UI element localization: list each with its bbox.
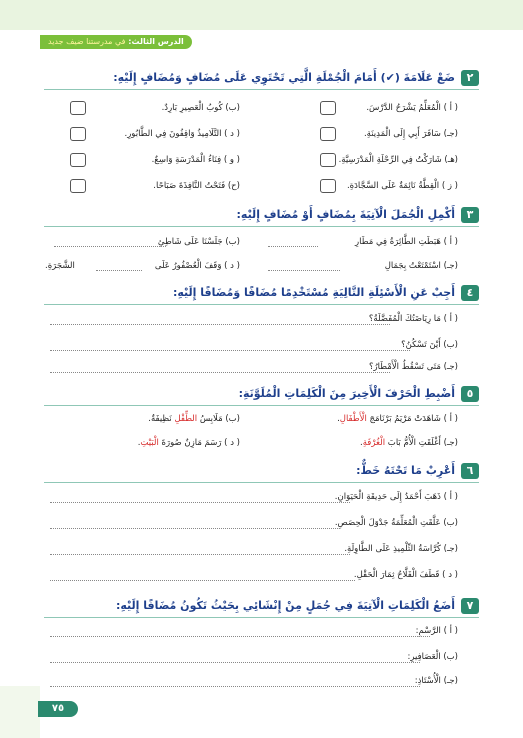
section-5-header <box>44 386 479 404</box>
answer-line[interactable] <box>50 350 410 351</box>
s5-item-b: (ب) مَلَابِسُ الطِّفْلِ نَظِيفَةٌ. <box>148 414 240 424</box>
answer-blank[interactable] <box>54 246 166 247</box>
lesson-banner <box>40 35 192 49</box>
checkbox-h[interactable] <box>70 179 86 193</box>
checkbox-e[interactable] <box>320 153 336 167</box>
s2-item-c: (جـ) سَافَرَ أَبِي إِلَى الْمَدِينَةِ. <box>363 129 458 139</box>
s7-item-c: (جـ) الْأُسْتَاذِ: <box>414 676 458 686</box>
section-6-header <box>44 463 479 481</box>
section-divider <box>44 617 479 618</box>
section-title: أَكْمِلِ الْجُمَلَ الْآتِيَةَ بِمُضَافٍ أَوْ مُضَافٍ إِلَيْهِ: <box>236 208 455 221</box>
checkbox-d[interactable] <box>70 127 86 141</box>
s6-item-b: (ب) عَلَّقَتِ الْمُعَلِّمَةُ جَدْوَلَ الْحِصَصِ. <box>334 518 458 528</box>
header-band <box>0 0 523 30</box>
answer-line[interactable] <box>50 372 390 373</box>
section-number: ٢ <box>461 70 479 86</box>
s3-item-c: (جـ) اسْتَمْتَعْتُ بِجَمَالِ <box>384 261 458 271</box>
s3-item-d-end: الشَّجَرَةِ. <box>45 261 75 271</box>
footer-strip <box>0 686 40 738</box>
s2-item-d: ( د ) التَّلَامِيذُ وَاقِفُونَ فِي الطَّابُورِ. <box>124 129 240 139</box>
section-number: ٧ <box>461 598 479 614</box>
s7-item-b: (ب) الْعَصَافِيرِ: <box>407 652 458 662</box>
s3-item-a: ( أ ) هَبَطَتِ الطَّائِرَةُ فِي مَطَارِ <box>355 237 458 247</box>
answer-line[interactable] <box>50 636 430 637</box>
section-divider <box>44 89 479 90</box>
checkbox-f[interactable] <box>70 153 86 167</box>
answer-blank[interactable] <box>268 246 318 247</box>
s4-item-c: (جـ) مَتَى تَسْقُطُ الْأَمْطَارُ؟ <box>369 362 458 372</box>
colored-word: الْأَطْفَالِ <box>339 414 367 424</box>
s3-item-d: ( د ) وَقَفَ الْعُصْفُورُ عَلَى <box>154 261 240 271</box>
checkbox-b[interactable] <box>70 101 86 115</box>
section-number: ٣ <box>461 207 479 223</box>
s2-item-g: ( ز ) الْقِطَّةُ نَائِمَةٌ عَلَى السَّجَّادَةِ. <box>346 181 458 191</box>
section-number: ٦ <box>461 463 479 479</box>
answer-line[interactable] <box>50 686 420 687</box>
answer-line[interactable] <box>50 324 390 325</box>
s2-item-h: (ح) فَتَحْتُ النَّافِذَةَ صَبَاحًا. <box>153 181 240 191</box>
section-title: أَجِبْ عَنِ الْأَسْئِلَةِ التَّالِيَةِ مُسْتَخْدِمًا مُضَافًا وَمُضَافًا إِلَيْهِ: <box>172 286 455 299</box>
section-divider <box>44 226 479 227</box>
section-title: أَضْبِطِ الْحَرْفَ الْأَخِيرَ مِنَ الْكَلِمَاتِ الْمُلَوَّنَةِ: <box>238 387 455 400</box>
checkbox-a[interactable] <box>320 101 336 115</box>
section-title: ضَعْ عَلَامَةَ (✔) أَمَامَ الْجُمْلَةِ الَّتِي تَحْتَوِي عَلَى مُضَافٍ وَمُضَافٍ إِلَيْهِ: <box>113 71 455 84</box>
s5-item-c: (جـ) أَغْلَقَتِ الْأُمُّ بَابَ الْغُرْفَةِ. <box>360 438 458 448</box>
section-2-header <box>44 70 479 88</box>
section-divider <box>44 405 479 406</box>
answer-line[interactable] <box>50 554 350 555</box>
lesson-title: في مدرستنا ضيف جديد <box>48 37 126 46</box>
section-title: أَضَعُ الْكَلِمَاتِ الْآتِيَةَ فِي جُمَلٍ مِنْ إِنْشَائِي بِحَيْثُ تَكُونُ مُضَافًا إِلَيْهِ: <box>115 599 455 612</box>
section-7-header <box>44 598 479 616</box>
answer-blank[interactable] <box>96 270 142 271</box>
section-number: ٤ <box>461 285 479 301</box>
s5-item-d: ( د ) رَسَمَ مَازِنٌ صُورَةَ الْبَيْتِ. <box>137 438 240 448</box>
answer-line[interactable] <box>50 528 340 529</box>
s2-item-b: (ب) كُوبُ الْعَصِيرِ بَارِدٌ. <box>161 103 240 113</box>
answer-line[interactable] <box>50 580 355 581</box>
lesson-label: الدرس الثالث: <box>128 37 184 46</box>
page-number: ٧٥ <box>38 701 78 717</box>
answer-blank[interactable] <box>268 270 340 271</box>
section-divider <box>44 482 479 483</box>
s3-item-b: (ب) جَلَسْنَا عَلَى شَاطِئِ <box>157 237 240 247</box>
checkbox-c[interactable] <box>320 127 336 141</box>
answer-line[interactable] <box>50 502 350 503</box>
s6-item-c: (جـ) كُرَّاسَةُ التِّلْمِيذِ عَلَى الطَّاوِلَةِ. <box>344 544 458 554</box>
s4-item-a: ( أ ) مَا رِيَاضَتُكَ الْمُفَضَّلَةُ؟ <box>368 314 458 324</box>
s6-item-a: ( أ ) ذَهَبَ أَحْمَدُ إِلَى حَدِيقَةِ الْحَيَوَانِ. <box>334 492 458 502</box>
s2-item-a: ( أ ) الْمُعَلِّمُ يَشْرَحُ الدَّرْسَ. <box>366 103 458 113</box>
answer-line[interactable] <box>50 662 420 663</box>
section-number: ٥ <box>461 386 479 402</box>
section-3-header <box>44 207 479 225</box>
section-title: أَعْرِبْ مَا تَحْتَهُ خَطٌّ: <box>356 464 455 477</box>
colored-word: الْبَيْتِ <box>140 438 159 448</box>
s2-item-e: (هـ) شَارَكْتُ فِي الرِّحْلَةِ الْمَدْرَسِيَّةِ. <box>338 155 458 165</box>
s7-item-a: ( أ ) الرَّسْمِ: <box>415 626 458 636</box>
s5-item-a: ( أ ) شَاهَدَتْ مَرْيَمُ بَرْنَامَجَ الْأَطْفَالِ. <box>337 414 458 424</box>
section-divider <box>44 304 479 305</box>
s4-item-b: (ب) أَيْنَ تَسْكُنُ؟ <box>401 340 458 350</box>
colored-word: الطِّفْلِ <box>174 414 198 424</box>
colored-word: الْغُرْفَةِ <box>362 438 386 448</box>
s2-item-f: ( و ) فِنَاءُ الْمَدْرَسَةِ وَاسِعٌ. <box>151 155 240 165</box>
s6-item-d: ( د ) قَطَفَ الْفَلَّاحُ ثِمَارَ الْحَقْلِ. <box>353 570 458 580</box>
checkbox-g[interactable] <box>320 179 336 193</box>
section-4-header <box>44 285 479 303</box>
